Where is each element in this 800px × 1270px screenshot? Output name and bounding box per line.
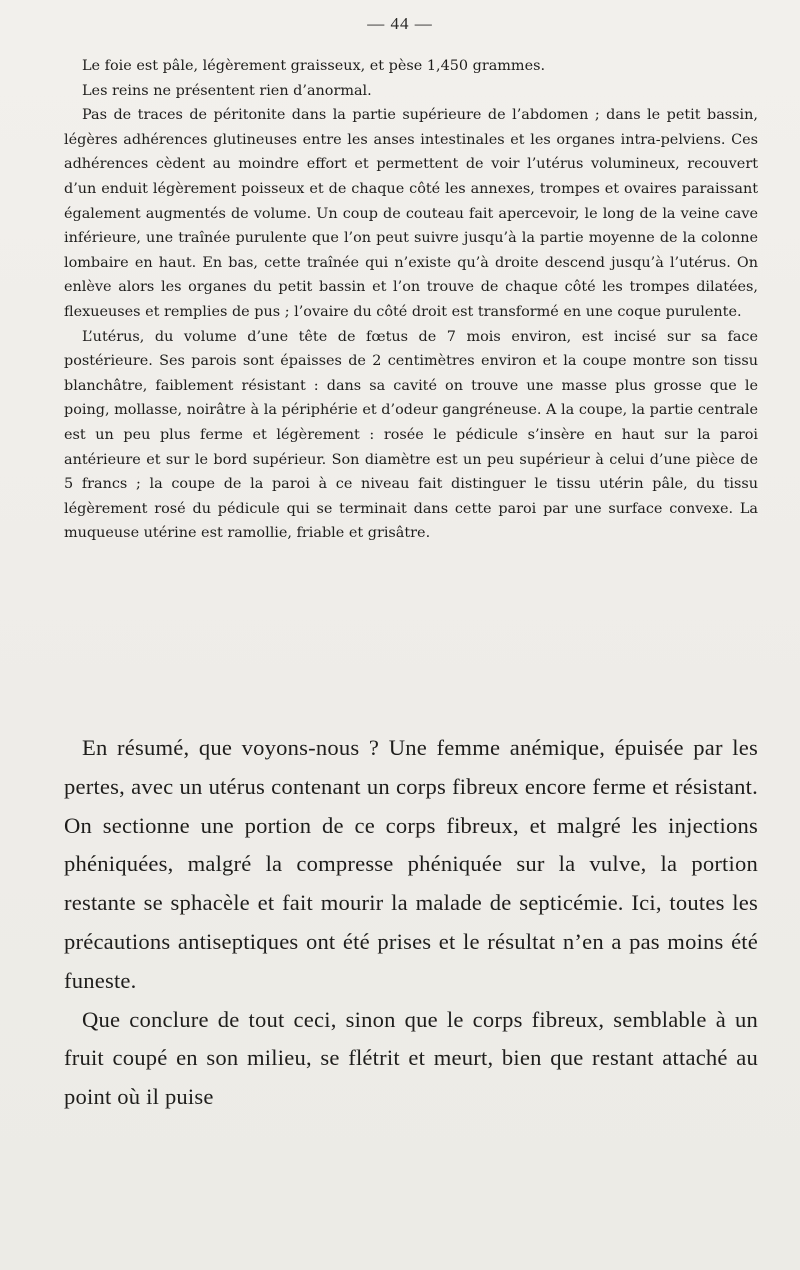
- autopsy-report: [64, 54, 758, 546]
- paragraph-uterus: L’utérus, du volume d’une tête de fœtus de 7 mois environ, est incisé sur sa face postérieure. Ses parois sont épaisses de 2 centimètres environ et la coupe montre son tissu blanchâtre, faiblement résistant : dans sa cavité on trouve une masse plus grosse que le poing, mollasse, noirâtre à la périphérie et d’odeur gangréneuse. A la coupe, la partie centrale est un peu plus ferme et légèrement : rosée le pédicule s’insère en haut sur la paroi antérieure et sur le bord supérieur. Son diamètre est un peu supérieur à celui d’une pièce de 5 francs ; la coupe de la paroi à ce niveau fait distinguer le tissu utérin pâle, du tissu légèrement rosé du pédicule qui se terminait dans cette paroi par une surface convexe. La muqueuse utérine est ramollie, friable et grisâtre.: [64, 328, 758, 542]
- paragraph-kidneys: Les reins ne présentent rien d’anormal.: [82, 82, 372, 99]
- summary-text: [64, 729, 758, 1117]
- paragraph-summary: En résumé, que voyons-nous ? Une femme anémique, épuisée par les pertes, avec un utérus contenant un corps fibreux encore ferme et résistant. On sectionne une portion de ce corps fibreux, et malgré les injections phéniquées, malgré la compresse phéniquée sur la vulve, la portion restante se sphacèle et fait mourir la malade de septicémie. Ici, toutes les précautions antiseptiques ont été prises et le résultat n’en a pas moins été funeste.: [64, 735, 758, 993]
- paragraph-peritoneum: Pas de traces de péritonite dans la partie supérieure de l’abdomen ; dans le petit bassin, légères adhérences glutineuses entre les anses intestinales et les organes intra-pelviens. Ces adhérences cèdent au moindre effort et permettent de voir l’utérus volumineux, recouvert d’un enduit légèrement poisseux et de chaque côté les annexes, trompes et ovaires paraissant également augmentés de volume. Un coup de couteau fait apercevoir, le long de la veine cave inférieure, une traînée purulente que l’on peut suivre jusqu’à la partie moyenne de la colonne lombaire en haut. En bas, cette traînée qui n’existe qu’à droite descend jusqu’à l’utérus. On enlève alors les organes du petit bassin et l’on trouve de chaque côté les trompes dilatées, flexueuses et remplies de pus ; l’ovaire du côté droit est transformé en une coque purulente.: [64, 107, 758, 320]
- page-number: — 44 —: [367, 14, 433, 33]
- paragraph-conclusion: Que conclure de tout ceci, sinon que le corps fibreux, semblable à un fruit coupé en son milieu, se flétrit et meurt, bien que restant attaché au point où il puise: [64, 1006, 758, 1110]
- paragraph-liver: Le foie est pâle, légèrement graisseux, et pèse 1,450 grammes.: [82, 58, 546, 74]
